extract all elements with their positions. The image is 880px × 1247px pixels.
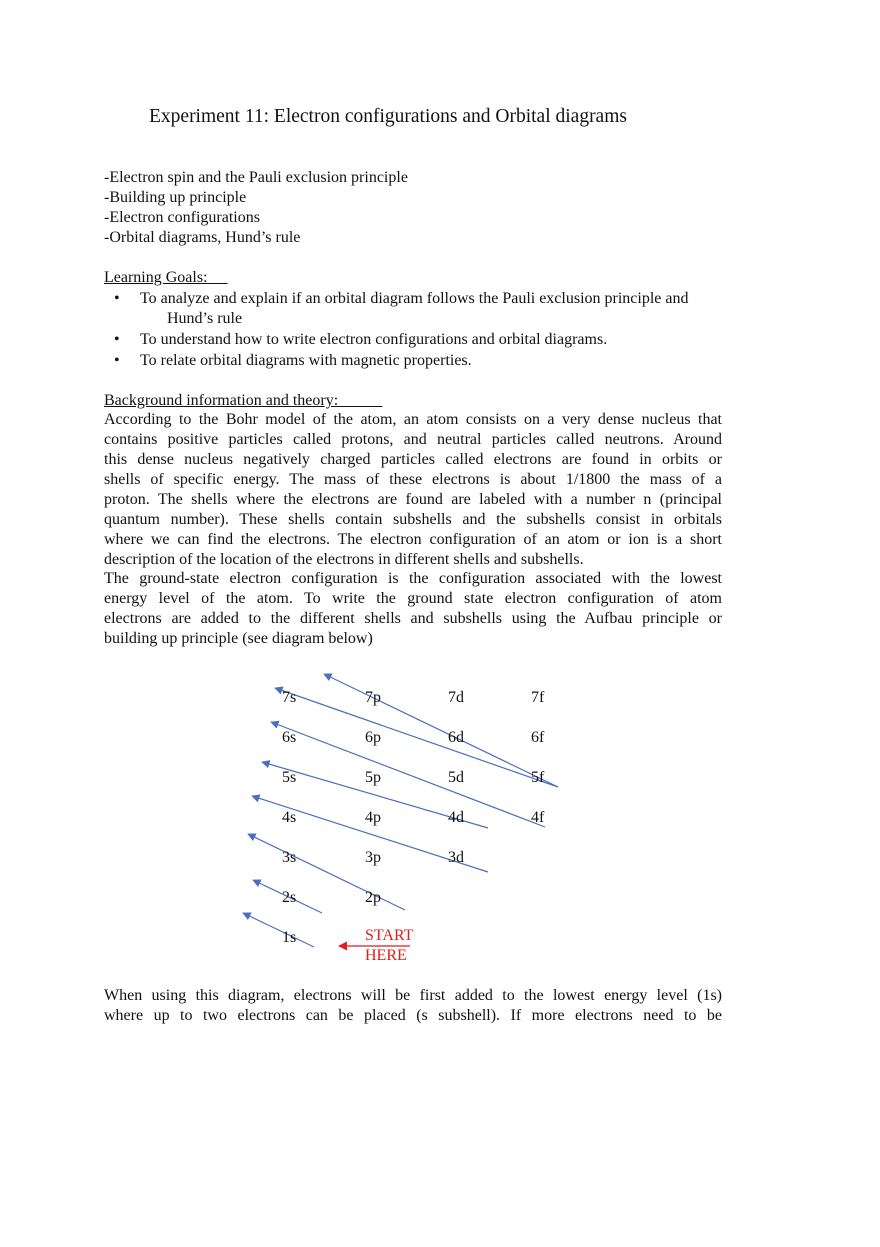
paragraph-line: this dense nucleus negatively charged particles called electrons are found in orbits or [104, 451, 722, 468]
paragraph-line: quantum number). These shells contain subshells and the subshells consist in orbitals [104, 511, 722, 528]
orbital-label-4f: 4f [531, 809, 545, 826]
goal-item: • To relate orbital diagrams with magnetic properties. [114, 352, 472, 369]
goal-item: • To understand how to write electron configurations and orbital diagrams. [114, 331, 608, 348]
orbital-label-7d: 7d [448, 689, 464, 706]
orbital-label-5d: 5d [448, 769, 464, 786]
orbital-label-3s: 3s [282, 849, 297, 866]
orbital-label-5f: 5f [531, 769, 545, 786]
bullet-icon: • [114, 331, 120, 348]
orbital-label-4d: 4d [448, 809, 464, 826]
orbital-label-5p: 5p [365, 769, 381, 786]
orbital-label-2s: 2s [282, 889, 297, 906]
page-title: Experiment 11: Electron configurations and Orbital diagrams [149, 106, 627, 127]
background-heading: Background information and theory: [104, 392, 339, 409]
paragraph-line: electrons are added to the different shells and subshells using the Aufbau principle or [104, 610, 722, 627]
orbital-label-2p: 2p [365, 889, 381, 906]
goal-item: • To analyze and explain if an orbital diagram follows the Pauli exclusion principle and [114, 290, 689, 307]
orbital-label-7f: 7f [531, 689, 545, 706]
paragraph-line: shells of specific energy. The mass of these electrons is about 1/1800 the mass of a [104, 471, 722, 488]
orbital-label-4p: 4p [365, 809, 381, 826]
topic-line: -Building up principle [104, 189, 247, 206]
arrow-1s [243, 913, 314, 947]
orbital-label-4s: 4s [282, 809, 297, 826]
learning-goals-heading: Learning Goals: [104, 269, 208, 286]
paragraph-line: contains positive particles called protons, and neutral particles called neutrons. Around [104, 431, 722, 448]
arrow-3s-3p [248, 834, 405, 910]
topic-line: -Electron configurations [104, 209, 260, 226]
paragraph-line: According to the Bohr model of the atom, an atom consists on a very dense nucleus that [104, 411, 722, 428]
orbital-label-6p: 6p [365, 729, 381, 746]
paragraph-line: The ground-state electron configuration is the configuration associated with the lowest [104, 570, 722, 587]
paragraph-line: where up to two electrons can be placed (s subshell). If more electrons need to be [104, 1007, 722, 1024]
orbital-label-3p: 3p [365, 849, 381, 866]
orbital-label-7p: 7p [365, 689, 381, 706]
orbital-label-6d: 6d [448, 729, 464, 746]
orbital-label-5s: 5s [282, 769, 297, 786]
orbital-label-1s: 1s [282, 929, 297, 946]
goal-item-continuation: Hund’s rule [167, 310, 243, 327]
paragraph-line: When using this diagram, electrons will be first added to the lowest energy level (1s) [104, 987, 722, 1004]
topic-line: -Electron spin and the Pauli exclusion principle [104, 169, 408, 186]
bullet-icon: • [114, 290, 120, 307]
arrow-6s-4f [271, 722, 545, 827]
arrow-7s-5f [275, 688, 558, 787]
paragraph-line: proton. The shells where the electrons are found are labeled with a number n (principal [104, 491, 722, 508]
orbital-label-6s: 6s [282, 729, 297, 746]
paragraph-line: description of the location of the electrons in different shells and subshells. [104, 551, 584, 568]
orbital-label-6f: 6f [531, 729, 545, 746]
paragraph-line: energy level of the atom. To write the ground state electron configuration of atom [104, 590, 722, 607]
paragraph-line: where we can find the electrons. The electron configuration of an atom or ion is a short [104, 531, 722, 548]
start-here-label: START HERE [365, 927, 414, 964]
arrow-7p-6f [324, 674, 558, 787]
orbital-label-3d: 3d [448, 849, 464, 866]
paragraph-line: building up principle (see diagram below) [104, 630, 373, 647]
bullet-icon: • [114, 352, 120, 369]
topic-line: -Orbital diagrams, Hund’s rule [104, 229, 301, 246]
closing-paragraph [104, 986, 722, 1026]
orbital-label-7s: 7s [282, 689, 297, 706]
